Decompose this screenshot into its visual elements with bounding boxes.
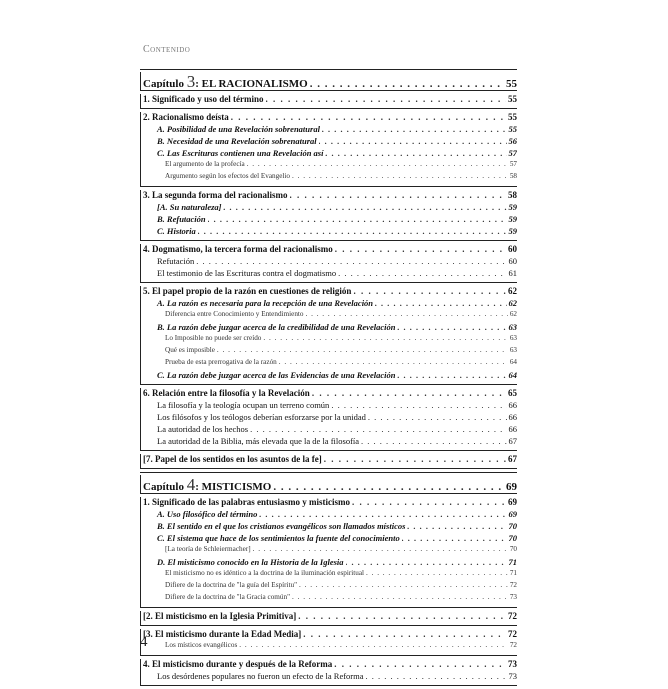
toc-entry-title: B. El sentido en el que los cristianos evangélicos son llamados místicos: [157, 521, 406, 531]
dot-leader: [263, 334, 507, 342]
toc-entry[interactable]: [141, 310, 517, 322]
toc-entry-title: El testimonio de las Escrituras contra el dogmatismo: [157, 268, 337, 278]
dot-leader: [298, 611, 506, 621]
toc-page-number: 72: [508, 629, 517, 639]
toc-entry[interactable]: [141, 94, 517, 106]
toc-entry[interactable]: [141, 581, 517, 593]
toc-entry[interactable]: [141, 286, 517, 298]
toc-entry-title: B. La razón debe juzgar acerca de la credibilidad de una Revelación: [157, 322, 396, 332]
toc-entry-title: 1. Significado de las palabras entusiasmo y misticismo: [143, 497, 351, 507]
toc-entry[interactable]: [141, 112, 517, 124]
dot-leader: [407, 521, 506, 531]
toc-page-number: 72: [508, 611, 517, 621]
toc-section: [140, 244, 517, 283]
toc-entry[interactable]: [141, 148, 517, 160]
dot-leader: [217, 346, 508, 354]
toc-entry-title: Refutación: [157, 256, 195, 266]
toc-section: [140, 94, 517, 109]
toc-page-number: 66: [508, 424, 517, 434]
toc-page-number: 62: [509, 310, 517, 318]
toc-entry-title: C. Historia: [157, 226, 196, 236]
dot-leader: [273, 481, 504, 491]
dot-leader: [259, 509, 506, 519]
dot-leader: [196, 256, 506, 266]
dot-leader: [306, 310, 508, 318]
toc-page-number: 56: [508, 136, 517, 146]
toc-entry-title: [A. Su naturaleza]: [157, 202, 222, 212]
toc-entry[interactable]: [141, 202, 517, 214]
toc-entry-title: Los místicos evangélicos: [165, 641, 238, 649]
toc-entry[interactable]: [141, 436, 517, 448]
toc-entry-title: Los desórdenes populares no fueron un efecto de la Reforma: [157, 671, 364, 681]
dot-leader: [253, 545, 508, 553]
toc-page-number: 64: [509, 358, 517, 366]
toc-entry-title: Difiere de la doctrina de "la Gracia común": [165, 593, 291, 601]
toc-entry-title: 3. La segunda forma del racionalismo: [143, 190, 288, 200]
dot-leader: [325, 148, 506, 158]
toc-page-number: 67: [508, 454, 517, 464]
dot-leader: [292, 593, 508, 601]
toc-page-number: 57: [509, 160, 517, 168]
dot-leader: [322, 124, 507, 134]
toc-page-number: 55: [506, 78, 517, 88]
table-of-contents: [140, 69, 517, 689]
toc-entry-title: A. Uso filosófico del término: [157, 509, 258, 519]
toc-page-number: 60: [508, 256, 517, 266]
dot-leader: [247, 160, 508, 168]
toc-page-number: 72: [509, 641, 517, 649]
toc-chapter-entry[interactable]: [141, 72, 517, 88]
toc-page-number: 69: [508, 509, 517, 519]
toc-section: [140, 190, 517, 241]
toc-page-number: 70: [508, 521, 517, 531]
dot-leader: [208, 214, 507, 224]
toc-page-number: 55: [508, 124, 517, 134]
toc-entry[interactable]: [141, 388, 517, 400]
toc-entry[interactable]: [141, 545, 517, 557]
dot-leader: [353, 286, 506, 296]
toc-page-number: 73: [508, 671, 517, 681]
chapter-separator: [140, 69, 517, 70]
toc-entry[interactable]: [141, 611, 517, 623]
dot-leader: [250, 424, 506, 434]
toc-page-number: 59: [508, 214, 517, 224]
dot-leader: [279, 358, 508, 366]
toc-entry[interactable]: [141, 521, 517, 533]
toc-entry-title: C. La razón debe juzgar acerca de las Evidencias de una Revelación: [157, 370, 396, 380]
toc-section: [140, 286, 517, 385]
toc-section: [140, 388, 517, 451]
toc-entry[interactable]: [141, 226, 517, 238]
toc-entry[interactable]: [141, 424, 517, 436]
dot-leader: [290, 190, 506, 200]
dot-leader: [346, 557, 507, 567]
toc-page-number: 71: [509, 569, 517, 577]
toc-entry-title: [2. El misticismo en la Iglesia Primitiva]: [143, 611, 297, 621]
dot-leader: [266, 94, 506, 104]
dot-leader: [352, 497, 506, 507]
toc-entry-title: Los filósofos y los teólogos deberían esforzarse por la unidad: [157, 412, 366, 422]
toc-page-number: 55: [508, 112, 517, 122]
dot-leader: [310, 78, 504, 88]
toc-entry-title: B. Necesidad de una Revelación sobrenatural: [157, 136, 317, 146]
dot-leader: [361, 436, 506, 446]
page-number: 4: [140, 634, 148, 650]
toc-section: [140, 454, 517, 469]
toc-entry-title: A. La razón es necesaria para la recepción de una Revelación: [157, 298, 374, 308]
toc-page-number: 61: [508, 268, 517, 278]
dot-leader: [397, 370, 506, 380]
toc-page-number: 67: [508, 436, 517, 446]
toc-entry-title: Lo Imposible no puede ser creído: [165, 334, 262, 342]
toc-entry[interactable]: [141, 172, 517, 184]
dot-leader: [299, 581, 508, 589]
toc-page-number: 63: [509, 346, 517, 354]
toc-entry[interactable]: [141, 190, 517, 202]
toc-page-number: 69: [508, 497, 517, 507]
toc-entry[interactable]: [141, 124, 517, 136]
toc-entry[interactable]: [141, 370, 517, 382]
toc-entry[interactable]: [141, 557, 517, 569]
dot-leader: [223, 202, 506, 212]
toc-page-number: 60: [508, 244, 517, 254]
toc-section: [140, 611, 517, 626]
dot-leader: [368, 412, 507, 422]
dot-leader: [303, 629, 506, 639]
toc-entry-title: Capítulo 4: MISTICISMO: [143, 475, 272, 491]
dot-leader: [375, 298, 506, 308]
toc-entry[interactable]: [141, 244, 517, 256]
toc-page-number: 59: [508, 226, 517, 236]
toc-entry-title: El argumento de la profecía: [165, 160, 245, 168]
toc-entry-title: 5. El papel propio de la razón en cuestiones de religión: [143, 286, 352, 296]
toc-entry-title: 2. Racionalismo deísta: [143, 112, 229, 122]
running-header: Contenido: [143, 44, 191, 55]
toc-page-number: 66: [508, 412, 517, 422]
toc-entry[interactable]: [141, 659, 517, 671]
toc-chapter-entry[interactable]: [141, 475, 517, 491]
toc-entry-title: 6. Relación entre la filosofía y la Revelación: [143, 388, 310, 398]
toc-page-number: 63: [508, 322, 517, 332]
toc-entry[interactable]: [141, 136, 517, 148]
toc-section: [140, 497, 517, 608]
toc-entry[interactable]: [141, 268, 517, 280]
dot-leader: [335, 244, 506, 254]
toc-page-number: 65: [508, 388, 517, 398]
toc-section: [140, 659, 517, 686]
toc-page-number: 58: [509, 172, 517, 180]
toc-entry-title: La filosofía y la teología ocupan un terreno común: [157, 400, 330, 410]
toc-page-number: 62: [508, 298, 517, 308]
dot-leader: [198, 226, 507, 236]
toc-page-number: 63: [509, 334, 517, 342]
toc-entry-title: C. Las Escrituras contienen una Revelación así: [157, 148, 324, 158]
dot-leader: [231, 112, 506, 122]
toc-entry[interactable]: [141, 533, 517, 545]
toc-entry-title: Capítulo 3: EL RACIONALISMO: [143, 72, 308, 88]
toc-entry[interactable]: [141, 569, 517, 581]
toc-page-number: 66: [508, 400, 517, 410]
toc-entry-title: Difiere de la doctrina de "la guía del Espíritu": [165, 581, 298, 589]
toc-page-number: 62: [508, 286, 517, 296]
dot-leader: [239, 641, 508, 649]
dot-leader: [338, 268, 506, 278]
toc-page-number: 69: [506, 481, 517, 491]
toc-entry[interactable]: [141, 629, 517, 641]
toc-entry[interactable]: [141, 358, 517, 370]
toc-page-number: 73: [509, 593, 517, 601]
toc-entry-title: 4. Dogmatismo, la tercera forma del racionalismo: [143, 244, 333, 254]
chapter-separator: [140, 472, 517, 473]
toc-page-number: 70: [508, 533, 517, 543]
toc-entry[interactable]: [141, 346, 517, 358]
toc-entry-title: Diferencia entre Conocimiento y Entendimiento: [165, 310, 304, 318]
toc-section: [140, 629, 517, 656]
toc-entry[interactable]: [141, 298, 517, 310]
toc-section: [140, 112, 517, 187]
toc-entry-title: 4. El misticismo durante y después de la Reforma: [143, 659, 333, 669]
toc-entry-title: 1. Significado y uso del término: [143, 94, 264, 104]
toc-entry-title: [La teoría de Schleiermacher]: [165, 545, 251, 553]
dot-leader: [324, 454, 506, 464]
toc-entry[interactable]: [141, 256, 517, 268]
toc-entry[interactable]: [141, 593, 517, 605]
toc-entry[interactable]: [141, 214, 517, 226]
toc-entry-title: [3. El misticismo durante la Edad Media]: [143, 629, 302, 639]
toc-entry-title: C. El sistema que hace de los sentimientos la fuente del conocimiento: [157, 533, 400, 543]
toc-page-number: 70: [509, 545, 517, 553]
toc-section: [140, 72, 517, 91]
toc-entry[interactable]: [141, 671, 517, 683]
toc-entry-title: [7. Papel de los sentidos en los asuntos de la fe]: [143, 454, 322, 464]
toc-entry-title: Argumento según los efectos del Evangelio: [165, 172, 291, 180]
toc-entry[interactable]: [141, 641, 517, 653]
toc-entry[interactable]: [141, 454, 517, 466]
toc-section: [140, 475, 517, 494]
toc-entry-title: Qué es imposible: [165, 346, 215, 354]
toc-page-number: 64: [508, 370, 517, 380]
toc-entry[interactable]: [141, 400, 517, 412]
dot-leader: [366, 569, 508, 577]
dot-leader: [312, 388, 506, 398]
toc-entry[interactable]: [141, 497, 517, 509]
toc-entry-title: A. Posibilidad de una Revelación sobrenatural: [157, 124, 320, 134]
toc-entry-title: Prueba de esta prerrogativa de la razón: [165, 358, 277, 366]
dot-leader: [402, 533, 507, 543]
dot-leader: [292, 172, 508, 180]
toc-entry[interactable]: [141, 322, 517, 334]
toc-page-number: 57: [508, 148, 517, 158]
toc-page-number: 58: [508, 190, 517, 200]
dot-leader: [334, 659, 506, 669]
toc-entry-title: La autoridad de los hechos: [157, 424, 249, 434]
toc-entry[interactable]: [141, 160, 517, 172]
dot-leader: [366, 671, 507, 681]
toc-entry[interactable]: [141, 509, 517, 521]
toc-entry[interactable]: [141, 334, 517, 346]
toc-page-number: 59: [508, 202, 517, 212]
dot-leader: [397, 322, 506, 332]
toc-page-number: 71: [508, 557, 517, 567]
dot-leader: [319, 136, 507, 146]
toc-entry[interactable]: [141, 412, 517, 424]
toc-page-number: 55: [508, 94, 517, 104]
dot-leader: [331, 400, 506, 410]
toc-entry-title: La autoridad de la Biblia, más elevada que la de la filosofía: [157, 436, 360, 446]
toc-entry-title: El misticismo no es idéntico a la doctrina de la iluminación espiritual: [165, 569, 365, 577]
toc-entry-title: D. El misticismo conocido en la Historia de la Iglesia: [157, 557, 344, 567]
toc-entry-title: B. Refutación: [157, 214, 206, 224]
toc-page-number: 73: [508, 659, 517, 669]
toc-page-number: 72: [509, 581, 517, 589]
